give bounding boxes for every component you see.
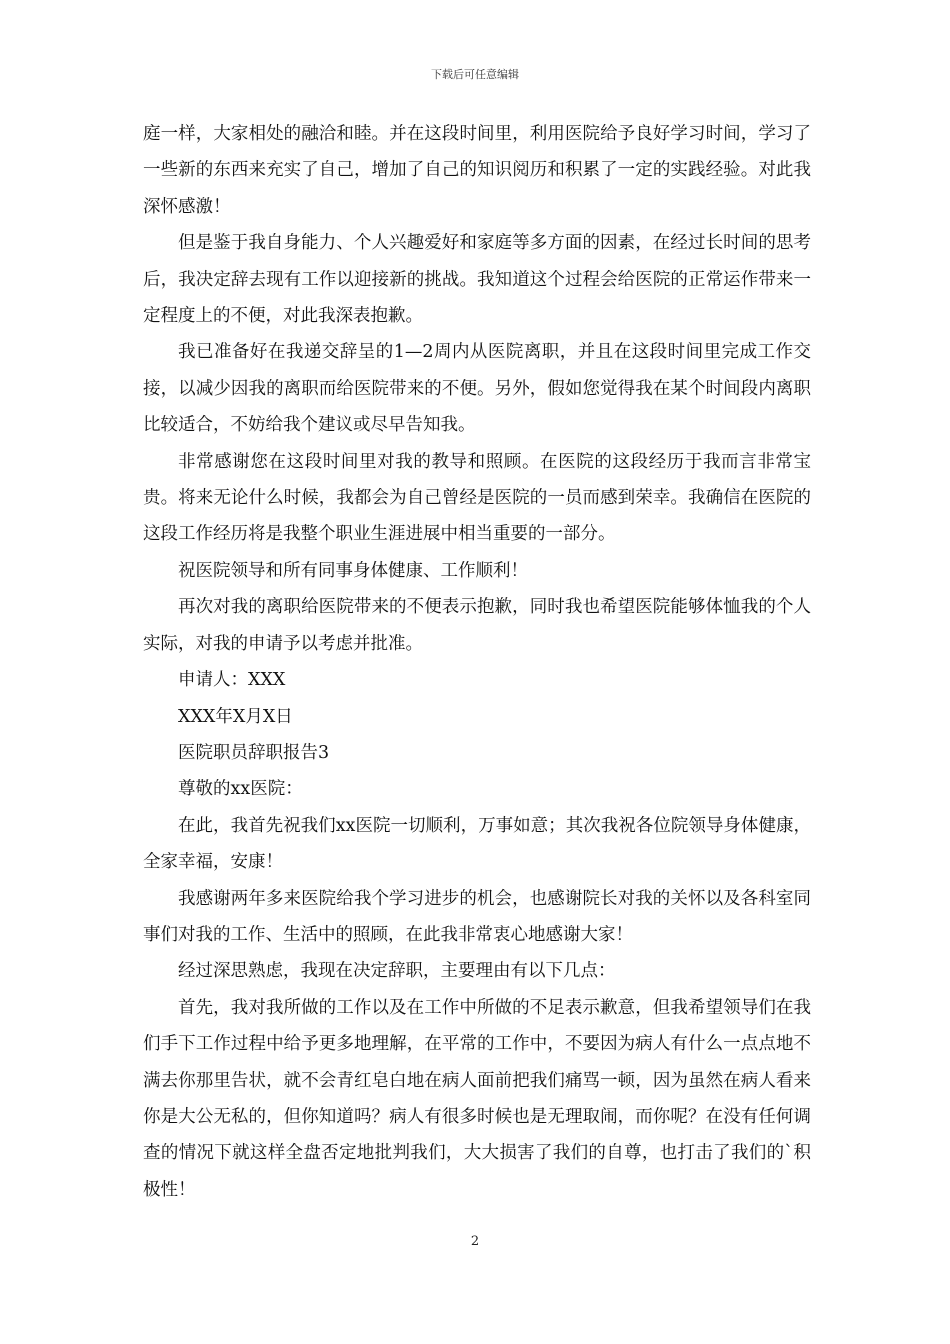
paragraph-2: 但是鉴于我自身能力、个人兴趣爱好和家庭等多方面的因素，在经过长时间的思考后，我决定辞去现有工作以迎接新的挑战。我知道这个过程会给医院的正常运作带来一定程度上的不便，对此我深表抱歉。	[143, 233, 811, 327]
document-body	[143, 116, 811, 1208]
salutation: 尊敬的xx医院：	[178, 779, 303, 800]
paragraph-5: 祝医院领导和所有同事身体健康、工作顺利！	[178, 560, 528, 581]
page-number: 2	[470, 1234, 480, 1249]
date-line: XXX年X月X日	[178, 706, 293, 727]
paragraph-9: 经过深思熟虑，我现在决定辞职，主要理由有以下几点：	[178, 961, 616, 982]
applicant-line: 申请人：XXX	[178, 670, 286, 691]
header-note: 下载后可任意编辑	[431, 68, 519, 81]
paragraph-1: 庭一样，大家相处的融洽和睦。并在这段时间里，利用医院给予良好学习时间，学习了一些新的东西来充实了自己，增加了自己的知识阅历和积累了一定的实践经验。对此我深怀感激！	[143, 124, 811, 217]
section-title: 医院职员辞职报告3	[178, 742, 330, 763]
paragraph-10: 首先，我对我所做的工作以及在工作中所做的不足表示歉意，但我希望领导们在我们手下工作过程中给予更多地理解，在平常的工作中，不要因为病人有什么一点点地不满去你那里告状，就不会青红皂白地在病人面前把我们痛骂一顿，因为虽然在病人看来你是大公无私的，但你知道吗？病人有很多时候也是无理取闹，而你呢？在没有任何调查的情况下就这样全盘否定地批判我们，大大损害了我们的自尊，也打击了我们的`积极性！	[143, 997, 811, 1200]
paragraph-3: 我已准备好在我递交辞呈的1—2周内从医院离职，并且在这段时间里完成工作交接，以减少因我的离职而给医院带来的不便。另外，假如您觉得我在某个时间段内离职比较适合，不妨给我个建议或尽早告知我。	[143, 342, 811, 436]
paragraph-4: 非常感谢您在这段时间里对我的教导和照顾。在医院的这段经历于我而言非常宝贵。将来无论什么时候，我都会为自己曾经是医院的一员而感到荣幸。我确信在医院的这段工作经历将是我整个职业生涯进展中相当重要的一部分。	[143, 451, 811, 545]
paragraph-7: 在此，我首先祝我们xx医院一切顺利，万事如意；其次我祝各位院领导身体健康，全家幸福，安康！	[143, 815, 811, 873]
paragraph-8: 我感谢两年多来医院给我个学习进步的机会，也感谢院长对我的关怀以及各科室同事们对我的工作、生活中的照顾，在此我非常衷心地感谢大家！	[143, 888, 811, 945]
paragraph-6: 再次对我的离职给医院带来的不便表示抱歉，同时我也希望医院能够体恤我的个人实际，对我的申请予以考虑并批准。	[143, 597, 811, 654]
